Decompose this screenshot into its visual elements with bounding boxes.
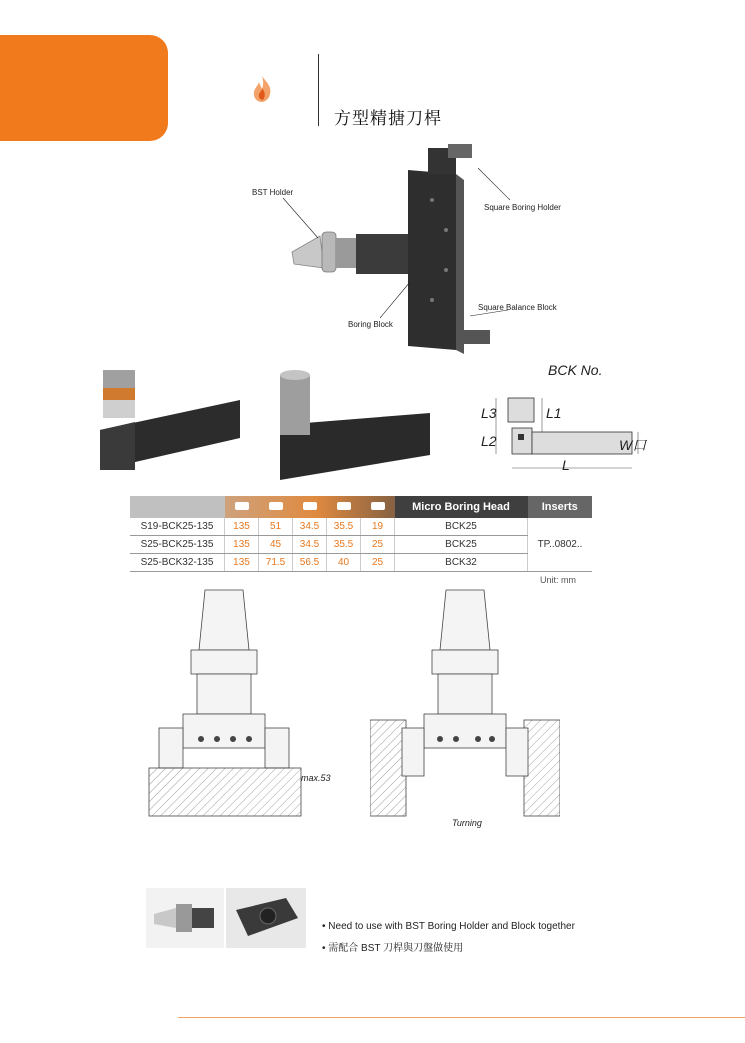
inserts-cell: TP..0802.. (528, 518, 593, 572)
max-label: max.53 (301, 773, 331, 783)
page-title: 方型精搪刀桿 (334, 109, 442, 128)
l1-col-icon (269, 502, 283, 510)
l3-col-header (327, 496, 361, 518)
l1-col-header (259, 496, 293, 518)
w-col-icon (371, 502, 385, 510)
inserts-header: Inserts (528, 496, 593, 518)
value-cell: 40 (327, 554, 361, 572)
value-cell: 135 (225, 518, 259, 536)
head-cell: BCK25 (395, 536, 528, 554)
footer-divider (178, 1017, 745, 1018)
l-col-icon (235, 502, 249, 510)
callout-lines (0, 0, 745, 400)
l2-col-icon (303, 502, 317, 510)
value-cell: 34.5 (293, 518, 327, 536)
l-label: L (562, 457, 570, 473)
table-row (130, 518, 592, 536)
model-cell: S25-BCK32-135 (130, 554, 225, 572)
callout-boring-block: Boring Block (348, 320, 393, 329)
l1-label: L1 (546, 405, 562, 421)
model-cell: S19-BCK25-135 (130, 518, 225, 536)
l3-label: L3 (481, 405, 497, 421)
l2-col-header (293, 496, 327, 518)
callout-square-balance-block: Square Balance Block (478, 303, 557, 312)
note-text: 需配合 BST 刀桿與刀盤做使用 (328, 943, 464, 954)
callout-bst-holder: BST Holder (252, 188, 294, 197)
value-cell: 19 (361, 518, 395, 536)
callout-square-boring-holder: Square Boring Holder (484, 203, 561, 212)
table-row (130, 536, 592, 554)
micro-boring-head-header: Micro Boring Head (395, 496, 528, 518)
bst-holder-photo (146, 888, 224, 948)
value-cell: 71.5 (259, 554, 293, 572)
value-cell: 45 (259, 536, 293, 554)
head-cell: BCK32 (395, 554, 528, 572)
l2-label: L2 (481, 433, 497, 449)
value-cell: 56.5 (293, 554, 327, 572)
w-label: W口 (619, 437, 647, 453)
value-cell: 25 (361, 536, 395, 554)
value-cell: 51 (259, 518, 293, 536)
bck-no-label: BCK No. (548, 362, 603, 378)
technical-drawing-left (145, 585, 315, 820)
turning-label: Turning (452, 818, 482, 828)
boring-holder-with-head-photo (95, 360, 245, 480)
unit-label: Unit: mm (540, 575, 576, 585)
value-cell: 135 (225, 554, 259, 572)
boring-block-photo (226, 888, 306, 948)
value-cell: 25 (361, 554, 395, 572)
value-cell: 35.5 (327, 536, 361, 554)
model-cell: S25-BCK25-135 (130, 536, 225, 554)
note-item: • Need to use with BST Boring Holder and Block together (322, 921, 575, 932)
value-cell: 35.5 (327, 518, 361, 536)
boring-holder-photo (275, 365, 435, 485)
head-cell: BCK25 (395, 518, 528, 536)
l-col-header (225, 496, 259, 518)
note-text: Need to use with BST Boring Holder and Block together (328, 921, 575, 932)
value-cell: 135 (225, 536, 259, 554)
w-col-header (361, 496, 395, 518)
l3-col-icon (337, 502, 351, 510)
table-row (130, 554, 592, 572)
technical-drawing-right (370, 585, 560, 820)
note-item: • 需配合 BST 刀桿與刀盤做使用 (322, 943, 464, 954)
value-cell: 34.5 (293, 536, 327, 554)
model-header (130, 496, 225, 518)
spec-table (130, 496, 592, 572)
